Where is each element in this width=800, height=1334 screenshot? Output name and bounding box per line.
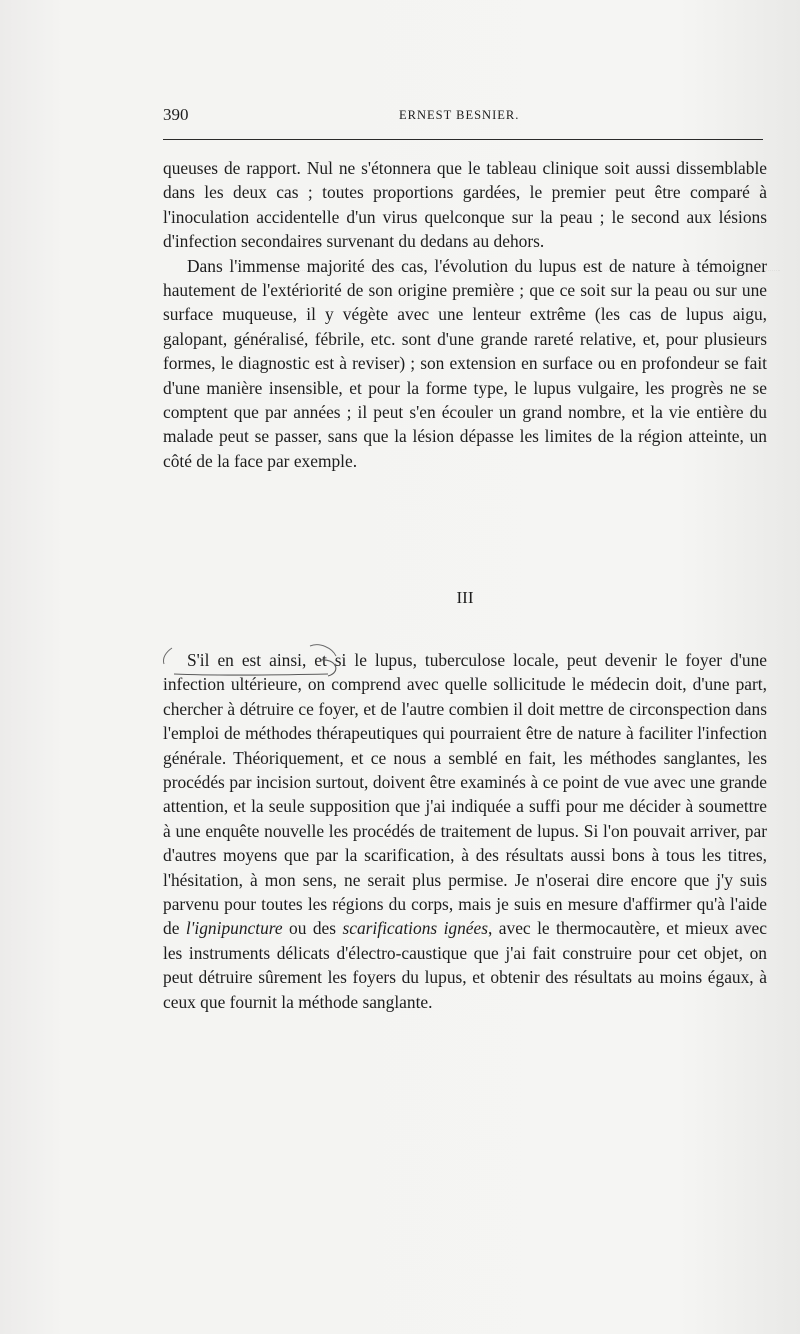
text-block-after bbox=[163, 648, 767, 1014]
paragraph-text: , avec le thermocautère, et mieux avec les instruments délicats d'électro-caustique que j'ai fait construire pour cet objet, on peut détruire sûrement les foyers du lupus, et obtenir des résultats au moins égaux, à ceux que fournit la méthode sanglante. bbox=[163, 918, 767, 1012]
page-header bbox=[163, 105, 763, 127]
paragraph-treatment bbox=[163, 648, 767, 1014]
paragraph-lupus-evolution: Dans l'immense majorité des cas, l'évolution du lupus est de nature à témoigner hautement de l'extériorité de son origine première ; que ce soit sur la peau ou sur une surface muqueuse, il y végète avec une lenteur extrême (les cas de lupus aigu, galopant, généralisé, fébrile, etc. sont d'une grande rareté relative, et, pour plusieurs formes, le diagnostic est à reviser) ; son extension en surface ou en profondeur se fait d'une manière insensible, et pour la forme type, le lupus vulgaire, les progrès ne se comptent que par années ; il peut s'en écouler un grand nombre, et la vie entière du malade peut se passer, sans que la lésion dépasse les limites de la région atteinte, un côté de la face par exemple. bbox=[163, 255, 767, 471]
paragraph-continued: queuses de rapport. Nul ne s'étonnera que le tableau clinique soit aussi dissemblable dans les deux cas ; toutes proportions gardées, le premier peut être comparé à l'inoculation accidentelle d'un virus quelconque sur la peau ; le second aux lésions d'infection secondaires survenant du dedans au dehors. bbox=[163, 158, 767, 252]
header-rule bbox=[163, 139, 763, 140]
italic-term-scarifications: scarifications ignées bbox=[342, 918, 489, 939]
page-number: 390 bbox=[163, 105, 189, 124]
paragraph-text: S'il en est ainsi, et si le lupus, tuberculose locale, peut devenir le foyer d'une infection ultérieure, on comprend avec quelle sollicitude le médecin doit, d'une part, chercher à détruire ce foyer, et de l'autre combien il doit mettre de circonspection dans l'emploi de méthodes thérapeutiques qui pourraient être de nature à faciliter l'infection générale. Théoriquement, et ce nous a semblé en fait, les méthodes sanglantes, les procédés par incision surtout, doivent être examinés à ce point de vue avec une grande attention, et la seule supposition que j'ai indiquée a suffi pour me décider à soumettre à une enquête nouvelle les procédés de traitement de lupus. Si l'on pouvait arriver, par d'autres moyens que par la scarification, à des résultats aussi bons à tous les titres, l'hésitation, à mon sens, ne serait plus permise. Je n'oserai dire encore que j'y suis parvenu pour toutes les régions du corps, mais je suis en mesure d'affirmer qu'à l'aide de bbox=[163, 650, 767, 939]
running-head: ERNEST BESNIER. bbox=[399, 108, 520, 122]
text-block-before bbox=[163, 156, 767, 473]
italic-term-ignipuncture: l'ignipuncture bbox=[185, 918, 283, 939]
paragraph-text: ou des bbox=[282, 918, 343, 939]
section-heading: III bbox=[456, 588, 474, 607]
